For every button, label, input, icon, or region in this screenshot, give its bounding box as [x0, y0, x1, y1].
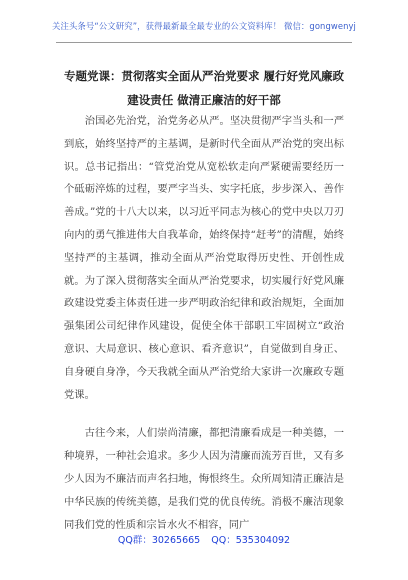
footer-qq-number: QQ：535304092 [211, 535, 291, 546]
body-paragraph-1: 治国必先治党，治党务必从严。坚决贯彻严字当头和一严到底，始终坚持严的主基调，是新时代全面从严治党的突出标识。总书记指出：“管党治党从宽松软走向严紧硬需要经历一个砥砺淬炼的过程，要严字当头、实字托底，步步深入、善作善成。”党的十八大以来，以习近平同志为核心的党中央以刀刃向内的勇气推进伟大自我革命，始终保持“赶考”的清醒，始终坚持严的主基调，推动全面从严治党取得历史性、开创性成就。为了深入贯彻落实全面从严治党要求，切实履行好党风廉政建设党委主体责任进一步严明政治纪律和政治规矩，全面加强集团公司纪律作风建设，促使全体干部职工牢固树立“政治意识、大局意识、核心意识、看齐意识”，自觉做到自身正、自身硬自身净，今天我就全面从严治党给大家讲一次廉政专题党课。 [64, 115, 344, 401]
header-divider [56, 42, 352, 43]
footer-qq-group: QQ群：30265665 [117, 535, 201, 546]
body-paragraph-2: 古往今来，人们崇尚清廉，都把清廉看成是一种美德，一种境界，一种社会追求。多少人因为清廉而流芳百世，又有多少人因为不廉洁而声名扫地，悔恨终生。众所周知清正廉洁是中华民族的传统美德，是我们党的优良传统。消极不廉洁现象同我们党的性质和宗旨水火不相容，同广 [64, 427, 344, 531]
document-body [64, 110, 344, 536]
header-banner: 关注头条号“公文研究”，获得最新最全最专业的公文资料库！ 微信：gongwenyj [52, 21, 356, 31]
document-title: 专题党课：贯彻落实全面从严治党要求 履行好党风廉政建设责任 做清正廉洁的好干部 [64, 69, 345, 107]
footer-contact [0, 532, 408, 546]
